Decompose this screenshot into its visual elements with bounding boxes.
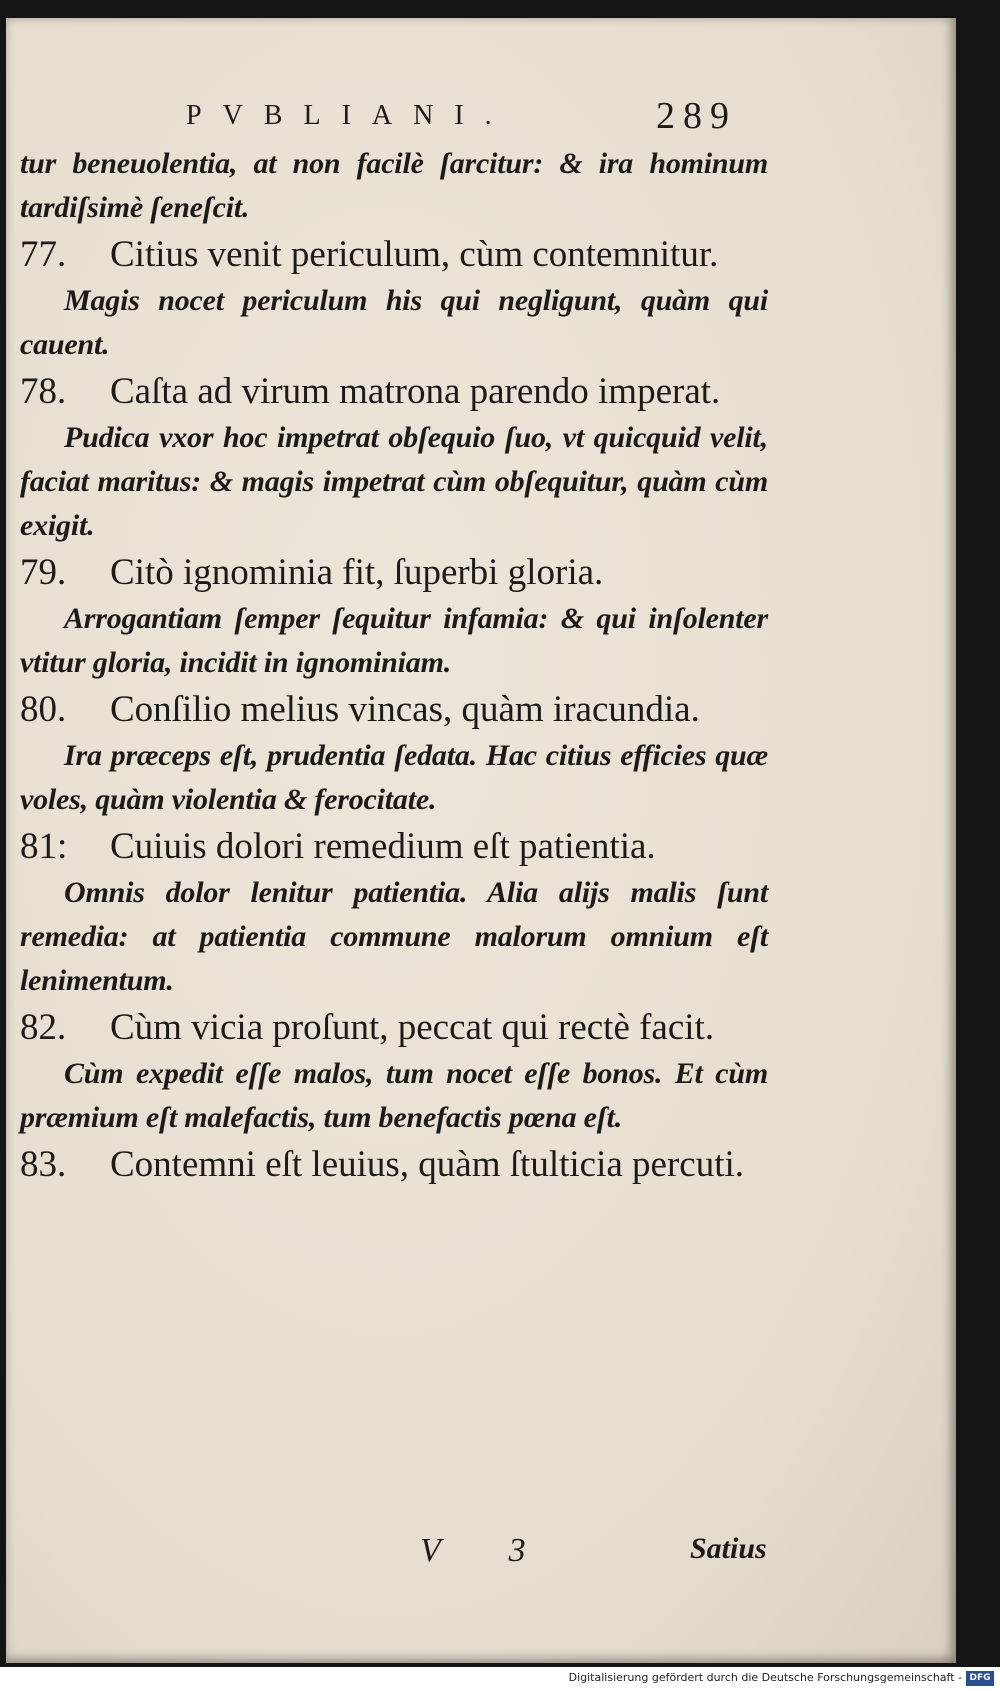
gloss-80: Ira præceps eſt, prudentia ſedata. Hac citius efficies quæ voles, quàm violentia & ferocitate. bbox=[20, 739, 768, 816]
page-footer bbox=[20, 1532, 780, 1578]
maxim-number: 77. bbox=[20, 234, 67, 275]
page-number: 289 bbox=[656, 95, 737, 137]
maxim-number: 80. bbox=[20, 689, 67, 730]
signature-mark: V 3 bbox=[420, 1532, 556, 1569]
maxim-text: Citius venit periculum, cùm contemnitur. bbox=[110, 234, 719, 275]
gloss-79: Arrogantiam ſemper ſequitur infamia: & qui inſolenter vtitur gloria, incidit in ignominiam. bbox=[20, 602, 768, 679]
maxim-82 bbox=[20, 1003, 768, 1052]
maxim-number: 78. bbox=[20, 371, 67, 412]
gloss-continuation: tur beneuolentia, at non facilè ſarcitur: & ira hominum tardiſsimè ſeneſcit. bbox=[20, 147, 768, 224]
maxim-number: 81: bbox=[20, 826, 68, 867]
catchword: Satius bbox=[690, 1532, 767, 1565]
maxim-text: Conſilio melius vincas, quàm iracundia. bbox=[110, 689, 700, 730]
maxim-79 bbox=[20, 548, 768, 597]
gloss-82: Cùm expedit eſſe malos, tum nocet eſſe bonos. Et cùm præmium eſt malefactis, tum benefactis pœna eſt. bbox=[20, 1057, 768, 1134]
maxim-text: Caſta ad virum matrona parendo imperat. bbox=[110, 371, 721, 412]
maxim-80 bbox=[20, 685, 768, 734]
maxim-text: Contemni eſt leuius, quàm ſtulticia percuti. bbox=[110, 1144, 745, 1185]
maxim-77 bbox=[20, 230, 768, 279]
maxim-text: Citò ignominia fit, ſuperbi gloria. bbox=[110, 552, 604, 593]
maxim-number: 82. bbox=[20, 1007, 67, 1048]
digitization-credit-bar bbox=[0, 1667, 1000, 1691]
credit-text: Digitalisierung gefördert durch die Deutsche Forschungsgemeinschaft - bbox=[568, 1671, 962, 1684]
maxim-81 bbox=[20, 822, 768, 871]
maxim-text: Cuiuis dolori remedium eſt patientia. bbox=[110, 826, 656, 867]
maxim-number: 79. bbox=[20, 552, 67, 593]
maxim-78 bbox=[20, 367, 768, 416]
maxim-number: 83. bbox=[20, 1144, 67, 1185]
maxim-83 bbox=[20, 1140, 768, 1189]
book-page bbox=[6, 18, 956, 1663]
gloss-77: Magis nocet periculum his qui negligunt, quàm qui cauent. bbox=[20, 284, 768, 361]
gloss-78: Pudica vxor hoc impetrat obſequio ſuo, vt quicquid velit, faciat maritus: & magis impetrat cùm obſequitur, quàm cùm exigit. bbox=[20, 421, 768, 542]
running-head: PVBLIANI. bbox=[186, 100, 513, 131]
gloss-81: Omnis dolor lenitur patientia. Alia aliјs malis ſunt remedia: at patientia commune malorum omnium eſt lenimentum. bbox=[20, 876, 768, 997]
dfg-logo: DFG bbox=[966, 1671, 994, 1686]
maxim-text: Cùm vicia proſunt, peccat qui rectè facit. bbox=[110, 1007, 715, 1048]
page-body bbox=[20, 142, 768, 1569]
